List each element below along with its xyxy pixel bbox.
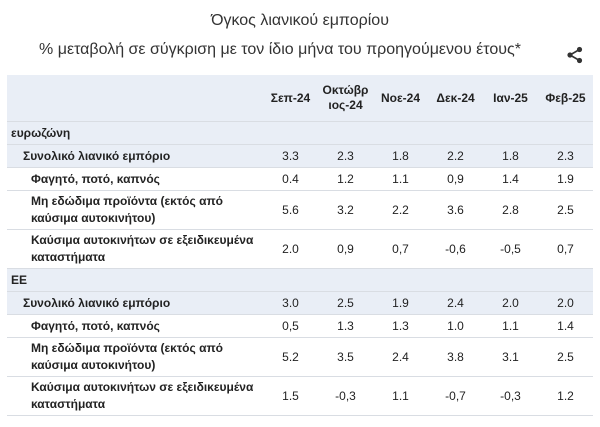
value-cell: 2.8 (502, 203, 519, 217)
value-cell: 1.1 (392, 172, 409, 186)
value-cell: 1.2 (557, 389, 574, 403)
column-header: Οκτώβρ ιος-24 (322, 83, 369, 112)
table-row (7, 315, 593, 338)
value-cell: 1.9 (373, 292, 428, 315)
row-label: Μη εδώδιμα προϊόντα (εκτός από καύσιμα αυτοκινήτου) (31, 194, 223, 225)
row-label: Φαγητό, ποτό, καπνός (31, 171, 160, 186)
header-corner (7, 75, 263, 122)
value-cell: 3.1 (502, 350, 519, 364)
value-cell: 2.3 (538, 145, 593, 168)
value-cell: 2.3 (318, 145, 373, 168)
page-subtitle: % μεταβολή σε σύγκριση με τον ίδιο μήνα του προηγούμενου έτους* (39, 41, 521, 58)
value-cell: 2.0 (483, 292, 538, 315)
value-cell: -0,5 (500, 242, 521, 256)
value-cell: 2.5 (557, 350, 574, 364)
retail-table (7, 75, 593, 416)
value-cell: 1.9 (557, 172, 574, 186)
value-cell: 2.2 (392, 203, 409, 217)
table-row (7, 377, 593, 416)
value-cell: 1.1 (392, 389, 409, 403)
value-cell: 3.6 (447, 203, 464, 217)
column-header: Φεβ-25 (545, 90, 586, 105)
table-row (7, 338, 593, 377)
value-cell: 5.2 (282, 350, 299, 364)
value-cell: -0,3 (335, 389, 356, 403)
value-cell: 2.4 (392, 350, 409, 364)
value-cell: 0.4 (282, 172, 299, 186)
table-row (7, 168, 593, 191)
column-header: Δεκ-24 (436, 90, 475, 105)
group-label: ΕΕ (7, 269, 593, 292)
value-cell: 5.6 (282, 203, 299, 217)
value-cell: 2.5 (557, 203, 574, 217)
table-header-row (7, 75, 593, 122)
value-cell: 1.5 (282, 389, 299, 403)
table-row (7, 230, 593, 269)
page-title: Όγκος λιανικού εμπορίου (211, 12, 389, 29)
value-cell: 1.1 (502, 319, 519, 333)
value-cell: 1.8 (483, 145, 538, 168)
row-label: Φαγητό, ποτό, καπνός (31, 318, 160, 333)
value-cell: 3.0 (263, 292, 318, 315)
row-label: Καύσιμα αυτοκινήτων σε εξειδικευμένα καταστήματα (31, 380, 254, 411)
value-cell: 1.4 (557, 319, 574, 333)
value-cell: -0,7 (445, 389, 466, 403)
group-row (7, 122, 593, 145)
table-row (7, 191, 593, 230)
value-cell: 0,5 (282, 319, 299, 333)
row-label: Μη εδώδιμα προϊόντα (εκτός από καύσιμα αυτοκινήτου) (31, 341, 223, 372)
table-body (7, 122, 593, 416)
value-cell: 1.2 (337, 172, 354, 186)
table-row (7, 145, 593, 168)
value-cell: 1.3 (392, 319, 409, 333)
value-cell: -0,3 (500, 389, 521, 403)
group-label: ευρωζώνη (7, 122, 593, 145)
table-row (7, 292, 593, 315)
value-cell: 2.2 (428, 145, 483, 168)
column-header: Σεπ-24 (270, 90, 311, 105)
value-cell: -0,6 (445, 242, 466, 256)
value-cell: 1.3 (337, 319, 354, 333)
share-icon[interactable] (566, 46, 584, 64)
value-cell: 3.8 (447, 350, 464, 364)
row-label: Συνολικό λιανικό εμπόριο (7, 145, 263, 168)
value-cell: 0,9 (447, 172, 464, 186)
value-cell: 2.0 (538, 292, 593, 315)
value-cell: 2.5 (318, 292, 373, 315)
value-cell: 3.5 (337, 350, 354, 364)
column-header: Ιαν-25 (493, 90, 528, 105)
value-cell: 3.2 (337, 203, 354, 217)
value-cell: 0,7 (557, 242, 574, 256)
value-cell: 0,7 (392, 242, 409, 256)
group-row (7, 269, 593, 292)
column-header: Νοε-24 (380, 90, 421, 105)
value-cell: 0,9 (337, 242, 354, 256)
value-cell: 1.8 (373, 145, 428, 168)
row-label: Καύσιμα αυτοκινήτων σε εξειδικευμένα καταστήματα (31, 233, 254, 264)
value-cell: 3.3 (263, 145, 318, 168)
value-cell: 1.0 (447, 319, 464, 333)
value-cell: 1.4 (502, 172, 519, 186)
value-cell: 2.0 (282, 242, 299, 256)
value-cell: 2.4 (428, 292, 483, 315)
row-label: Συνολικό λιανικό εμπόριο (7, 292, 263, 315)
